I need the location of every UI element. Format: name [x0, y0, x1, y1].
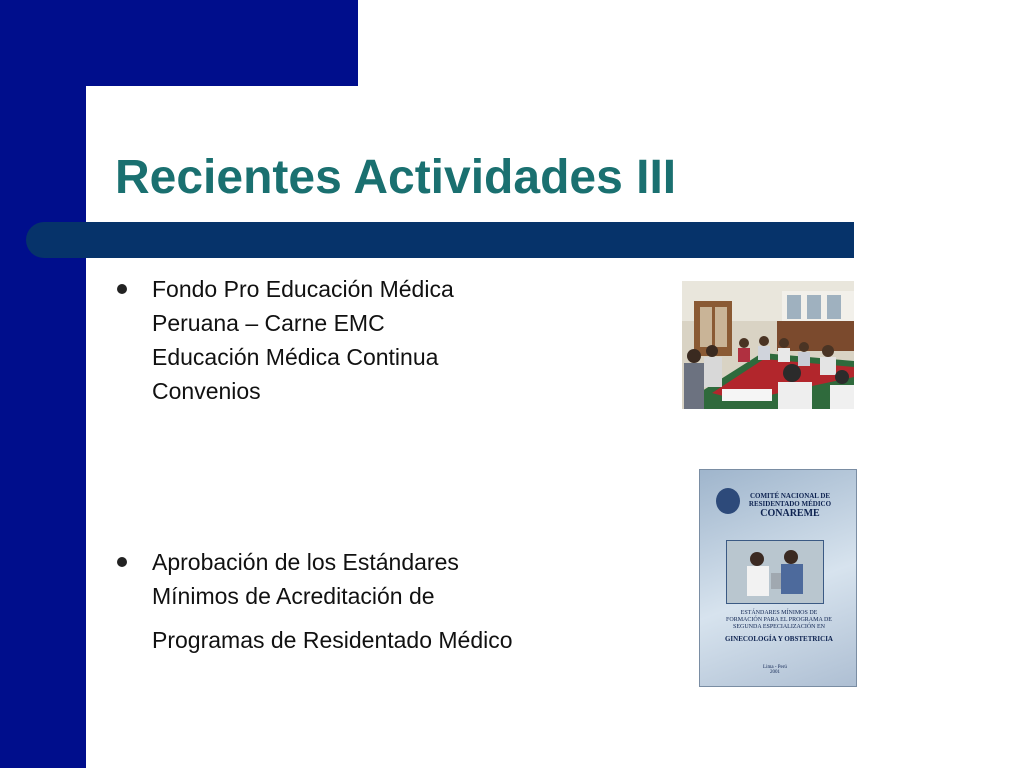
cover-clinical-photo-image: [727, 541, 823, 603]
cover-org-line-2: RESIDENTADO MÉDICO: [748, 500, 832, 508]
cover-place-year: [750, 665, 800, 675]
cover-subtitle-line-2: FORMACIÓN PARA EL PROGRAMA DE: [726, 617, 832, 623]
bullet-1-line-3: Educación Médica Continua: [152, 344, 439, 370]
bullet-2-line-3: Programas de Residentado Médico: [152, 627, 513, 653]
conareme-document-cover: [699, 469, 857, 687]
cover-specialty: GINECOLOGÍA Y OBSTETRICIA: [724, 635, 833, 643]
slide-title: Recientes Actividades III: [115, 151, 677, 204]
bullet-1-line-2: Peruana – Carne EMC: [152, 310, 385, 336]
cover-organization: [730, 492, 850, 508]
top-accent-block: [0, 0, 358, 86]
bullet-2-line-2: Mínimos de Acreditación de: [152, 583, 435, 609]
bullet-1-line-4: Convenios: [152, 378, 261, 404]
bullet-dot-1: [117, 284, 127, 294]
cover-acronym: CONAREME: [760, 508, 820, 519]
bullet-2-line-1: Aprobación de los Estándares: [152, 549, 459, 575]
bullet-dot-2: [117, 557, 127, 567]
cover-year-value: 2001: [770, 670, 780, 675]
meeting-photo-image: [682, 281, 854, 409]
title-underline-bar: [26, 222, 854, 258]
cover-clinical-photo: [726, 540, 824, 604]
bullet-text-2: [152, 545, 513, 657]
cover-subtitle: [714, 610, 844, 631]
bullet-1-line-1: Fondo Pro Educación Médica: [152, 276, 454, 302]
cover-org-line-1: COMITÉ NACIONAL DE: [749, 492, 831, 500]
left-accent-band: [0, 0, 86, 768]
meeting-photo: [682, 281, 854, 409]
bullet-text-1: [152, 272, 454, 408]
cover-subtitle-line-1: ESTÁNDARES MÍNIMOS DE: [740, 610, 818, 616]
cover-subtitle-line-3: SEGUNDA ESPECIALIZACIÓN EN: [733, 624, 825, 630]
cover-place: Lima - Perú: [763, 665, 787, 670]
